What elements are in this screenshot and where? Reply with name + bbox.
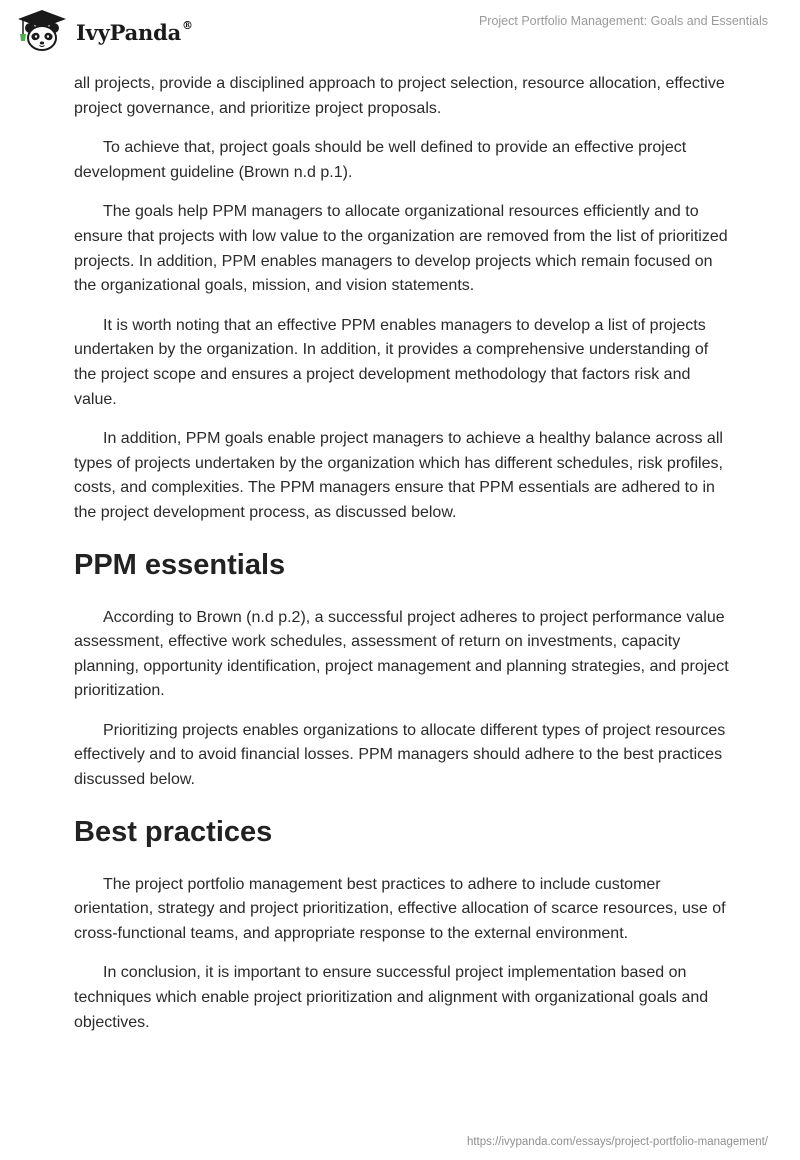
paragraph: To achieve that, project goals should be well defined to provide an effective project development guideline (Brown n.d p.1). xyxy=(74,139,687,181)
paragraph: In addition, PPM goals enable project managers to achieve a healthy balance across all types of projects undertaken by the organization which has different schedules, risk profiles, costs, and complexities. The PPM managers ensure that PPM essentials are adhered to in the project development process, as discussed below. xyxy=(74,430,723,521)
document-title: Project Portfolio Management: Goals and Essentials xyxy=(478,14,768,28)
essay-body xyxy=(74,72,734,1050)
source-url[interactable]: https://ivypanda.com/essays/project-portfolio-management/ xyxy=(466,1136,768,1148)
section-heading-best-practices: Best practices xyxy=(74,815,273,848)
panda-graduate-icon xyxy=(14,8,70,54)
paragraph: all projects, provide a disciplined approach to project selection, resource allocation, effective project governance, and prioritize project proposals. xyxy=(74,75,725,117)
paragraph: In conclusion, it is important to ensure successful project implementation based on techniques which enable project prioritization and alignment with organizational goals and objectives. xyxy=(74,964,709,1031)
paragraph: The goals help PPM managers to allocate organizational resources efficiently and to ensure that projects with low value to the organization are removed from the list of prioritized projects. In addition, PPM enables managers to develop projects which remain focused on the organizational goals, mission, and vision statements. xyxy=(74,203,728,295)
ivypanda-logo[interactable] xyxy=(14,8,193,54)
page-header xyxy=(0,0,800,70)
section-heading-ppm-essentials: PPM essentials xyxy=(74,548,286,581)
paragraph: It is worth noting that an effective PPM enables managers to develop a list of projects undertaken by the organization. In addition, it provides a comprehensive understanding of the project scope and ensures a project development methodology that factors risk and value. xyxy=(74,316,709,408)
paragraph: According to Brown (n.d p.2), a successful project adheres to project performance value assessment, effective work schedules, assessment of return on investments, capacity planning, opportunity identification, project management and planning strategies, and project prioritization. xyxy=(74,608,729,700)
paragraph: The project portfolio management best practices to adhere to include customer orientation, strategy and project prioritization, effective allocation of scarce resources, use of cross-functional teams, and appropriate response to the external environment. xyxy=(74,875,726,942)
paragraph: Prioritizing projects enables organizations to allocate different types of project resources effectively and to avoid financial losses. PPM managers should adhere to the best practices discussed below. xyxy=(74,721,726,789)
registered-mark: ® xyxy=(182,18,193,32)
brand-name: IvyPanda® xyxy=(76,18,193,45)
